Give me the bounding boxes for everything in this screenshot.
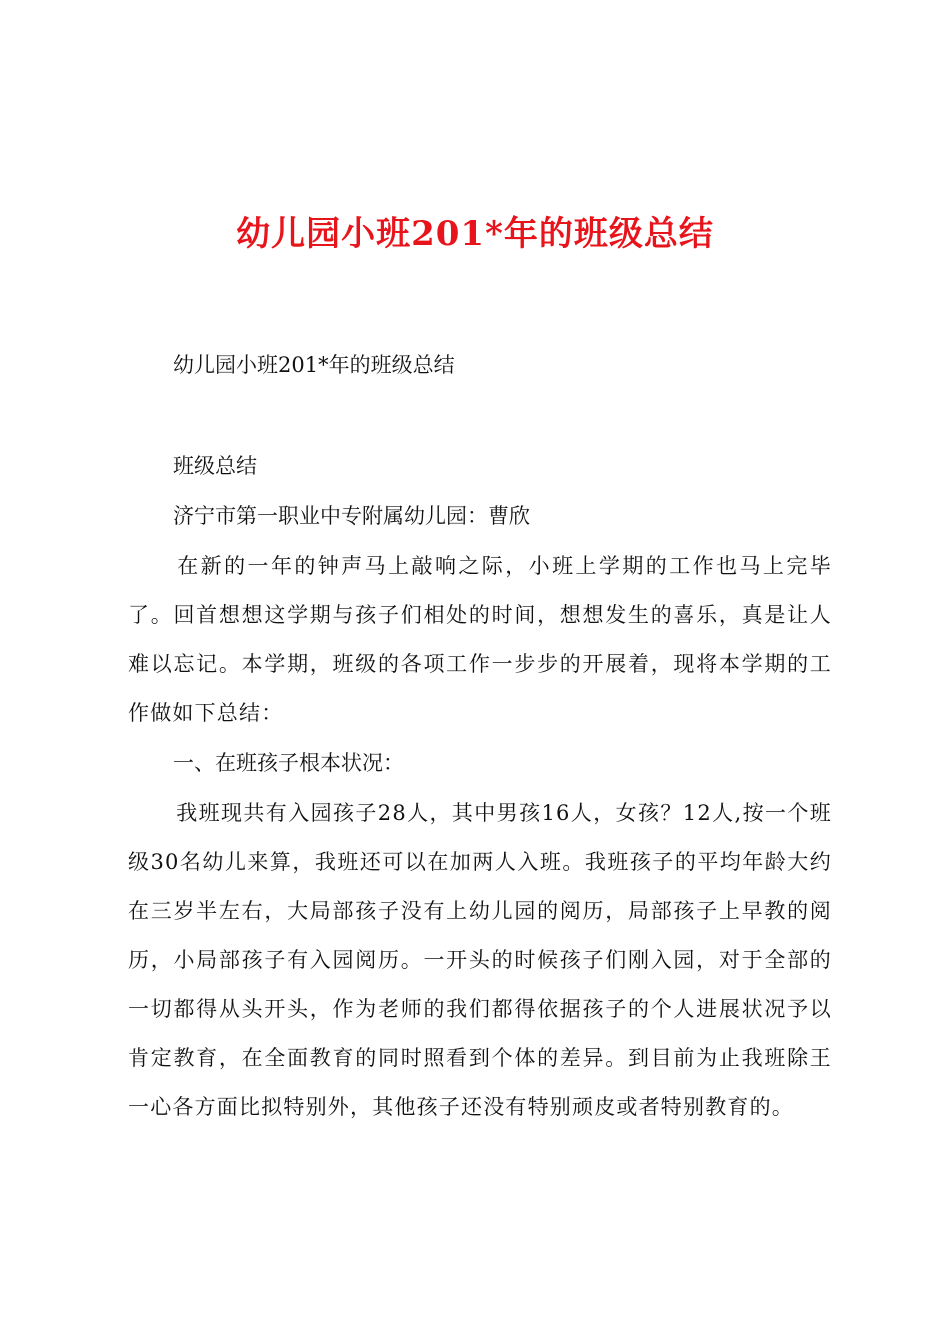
intro-paragraph-text: 在新的一年的钟声马上敲响之际，小班上学期的工作也马上完毕了。回首想想这学期与孩子们相处的时间，想想发生的喜乐，真是让人难以忘记。本学期，班级的各项工作一步步的开展着，现将本学期的工作做如下总结：: [128, 554, 832, 725]
section-heading-1: 一、在班孩子根本状况：: [173, 751, 404, 775]
document-title: 幼儿园小班201*年的班级总结: [236, 214, 714, 254]
body-paragraph-text: 我班现共有入园孩子28人，其中男孩16人，女孩？12人,按一个班级30名幼儿来算，我班还可以在加两人入班。我班孩子的平均年龄大约在三岁半左右，大局部孩子没有上幼儿园的阅历，局部孩子上早教的阅历，小局部孩子有入园阅历。一开头的时候孩子们刚入园，对于全部的一切都得从头开头，作为老师的我们都得依据孩子的个人进展状况予以肯定教育，在全面教育的同时照看到个体的差异。到目前为止我班除王一心各方面比拟特别外，其他孩子还没有特别顽皮或者特别教育的。: [128, 801, 832, 1119]
document-subtitle: 幼儿园小班201*年的班级总结: [173, 353, 455, 377]
intro-paragraph: [128, 542, 832, 738]
body-paragraph: [128, 789, 832, 1132]
author-line: 济宁市第一职业中专附属幼儿园：曹欣: [173, 504, 530, 528]
section-label: 班级总结: [173, 454, 257, 478]
